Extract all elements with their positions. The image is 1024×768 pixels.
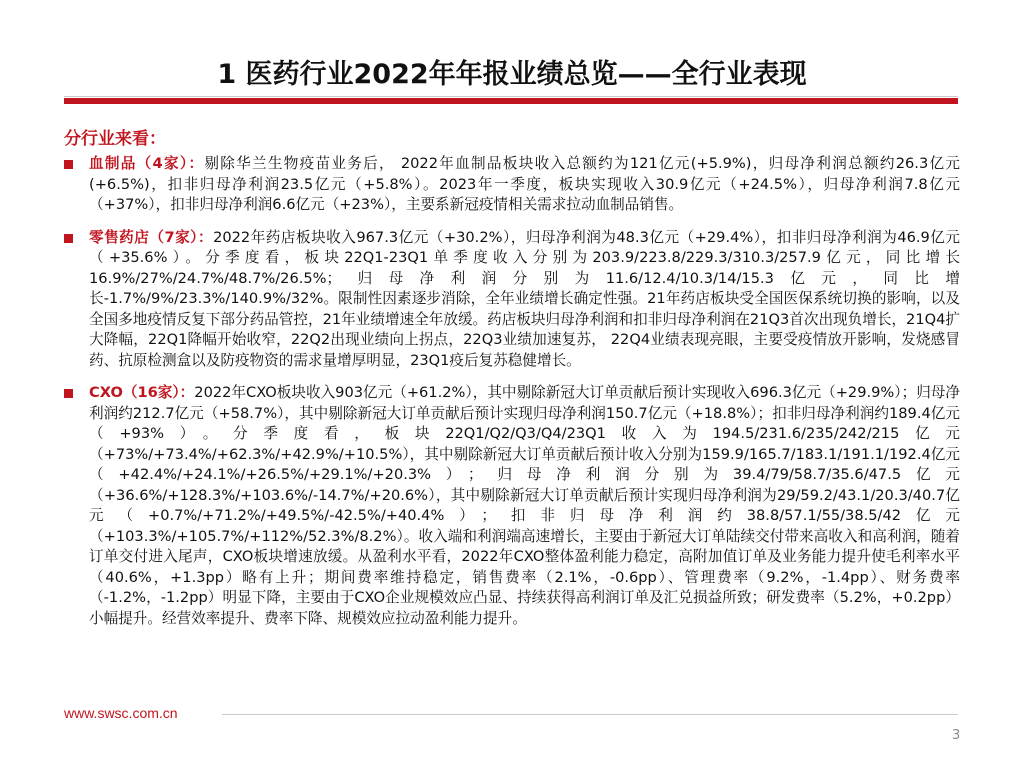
square-bullet-icon bbox=[64, 234, 73, 243]
bullet-list bbox=[64, 154, 960, 641]
bullet-blood-products bbox=[64, 154, 960, 216]
footer-url-link[interactable]: www.swsc.com.cn bbox=[64, 705, 178, 721]
bullet-title: CXO（16家）： bbox=[89, 384, 195, 401]
slide-title: 1 医药行业2022年年报业绩总览——全行业表现 bbox=[217, 59, 807, 90]
page-number: 3 bbox=[952, 728, 961, 743]
bullet-retail-pharmacy bbox=[64, 228, 960, 372]
section-heading: 分行业来看： bbox=[64, 129, 166, 149]
bullet-text: 2022年药店板块收入967.3亿元（+30.2%），归母净利润为48.3亿元（+29.4%），扣非归母净利润为46.9亿元（+35.6%）。分季度看，板块22Q1-23Q1单季度收入分别为203.9/223.8/229.3/310.3/257.9亿元，同比增长16.9%/27%/24.7%/48.7%/26.5%；归母净利润分别为11.6/12.4/10.3/14/15.3亿元，同比增长-1.7%/9%/23.3%/140.9%/32%。限制性因素逐步消除，全年业绩增长确定性强。21年药店板块受全国医保系统切换的影响，以及全国多地疫情反复下部分药品管控，21年业绩增速全年放缓。药店板块归母净利润和扣非归母净利润在21Q3首次出现负增长，21Q4扩大降幅，22Q1降幅开始收窄，22Q2出现业绩向上拐点，22Q3业绩加速复苏， 22Q4业绩表现亮眼，主要受疫情放开影响，发烧感冒药、抗原检测盒以及防疫物资的需求量增厚明显，23Q1疫后复苏稳健增长。 bbox=[89, 228, 960, 369]
bullet-text: 剔除华兰生物疫苗业务后， 2022年血制品板块收入总额约为121亿元(+5.9%)，归母净利润总额约26.3亿元(+6.5%)，扣非归母净利润23.5亿元（+5.8%）。2023年一季度，板块实现收入30.9亿元（+24.5%），归母净利润7.8亿元（+37%），扣非归母净利润6.6亿元（+23%），主要系新冠疫情相关需求拉动血制品销售。 bbox=[89, 155, 960, 213]
bullet-title: 血制品（4家）： bbox=[89, 155, 205, 172]
title-divider-red bbox=[64, 98, 958, 104]
square-bullet-icon bbox=[64, 160, 73, 169]
square-bullet-icon bbox=[64, 389, 73, 398]
bullet-title: 零售药店（7家）： bbox=[89, 228, 214, 246]
footer-divider bbox=[222, 714, 958, 715]
bullet-text: 2022年CXO板块收入903亿元（+61.2%），其中剔除新冠大订单贡献后预计实现收入696.3亿元（+29.9%）；归母净利润约212.7亿元（+58.7%），其中剔除新冠大订单贡献后预计实现归母净利润150.7亿元（+18.8%）；扣非归母净利润约189.4亿元（+93%）。分季度看，板块22Q1/Q2/Q3/Q4/23Q1收入为194.5/231.6/235/242/215亿元（+73%/+73.4%/+62.3%/+42.9%/+10.5%），其中剔除新冠大订单贡献后预计收入分别为159.9/165.7/183.1/191.1/192.4亿元（+42.4%/+24.1%/+26.5%/+29.1%/+20.3%）；归母净利润分别为39.4/79/58.7/35.6/47.5亿元（+36.6%/+128.3%/+103.6%/-14.7%/+20.6%），其中剔除新冠大订单贡献后预计实现归母净利润为29/59.2/43.1/20.3/40.7亿元（+0.7%/+71.2%/+49.5%/-42.5%/+40.4%）；扣非归母净利润约38.8/57.1/55/38.5/42亿元（+103.3%/+105.7%/+112%/52.3%/8.2%）。收入端和利润端高速增长，主要由于新冠大订单陆续交付带来高收入和高利润，随着订单交付进入尾声，CXO板块增速放缓。从盈利水平看，2022年CXO整体盈利能力稳定，高附加值订单及业务能力提升使毛利率水平（40.6%，+1.3pp）略有上升；期间费率维持稳定，销售费率（2.1%，-0.6pp）、管理费率（9.2%，-1.4pp）、财务费率（-1.2%，-1.2pp）明显下降，主要由于CXO企业规模效应凸显、持续获得高利润订单及汇兑损益所致；研发费率（5.2%，+0.2pp）小幅提升。经营效率提升、费率下降、规模效应拉动盈利能力提升。 bbox=[89, 384, 960, 627]
title-divider-thin bbox=[64, 96, 958, 97]
bullet-cxo bbox=[64, 383, 960, 629]
